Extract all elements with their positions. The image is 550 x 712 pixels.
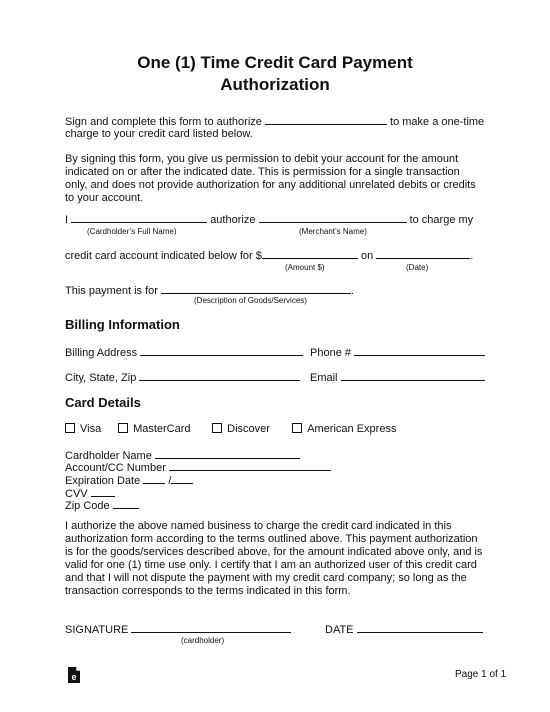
card-type-discover-label: Discover: [227, 423, 270, 435]
intro-text-pre: Sign and complete this form to authorize: [65, 116, 262, 128]
expiration-month-field[interactable]: [143, 474, 165, 484]
cardholder-name-label: Cardholder Name: [65, 450, 152, 462]
goods-services-field[interactable]: [161, 284, 351, 294]
intro-line-2: charge to your credit card listed below.: [65, 128, 253, 140]
signature-date-row: [325, 623, 483, 637]
email-field[interactable]: [341, 371, 485, 381]
email-row: [310, 371, 485, 385]
form-title-line1: One (1) Time Credit Card Payment: [137, 53, 413, 72]
amount-field[interactable]: [262, 249, 358, 259]
card-type-amex-label: American Express: [307, 423, 397, 435]
zip-code-row: [65, 499, 139, 513]
expiration-separator: /: [168, 475, 172, 487]
amount-line-end: .: [470, 250, 474, 262]
expiration-year-field[interactable]: [171, 474, 193, 484]
amount-line-text: credit card account indicated below for $: [65, 250, 262, 262]
authorize-i-text: I: [65, 214, 69, 226]
city-state-zip-row: [65, 371, 300, 385]
merchant-name-field[interactable]: [259, 213, 407, 223]
billing-address-label: Billing Address: [65, 347, 138, 359]
authorize-text: authorize: [210, 214, 256, 226]
card-type-row: [65, 423, 396, 436]
zip-code-label: Zip Code: [65, 500, 110, 512]
to-charge-text: to charge my: [409, 214, 474, 226]
card-type-visa-label: Visa: [80, 423, 102, 435]
card-details-heading: Card Details: [65, 395, 141, 410]
zip-code-field[interactable]: [113, 499, 139, 509]
email-label: Email: [310, 372, 338, 384]
goods-services-caption: (Description of Goods/Services): [194, 296, 307, 305]
checkbox-icon[interactable]: [65, 423, 75, 433]
payment-for-end: .: [350, 285, 355, 297]
account-number-field[interactable]: [169, 461, 331, 471]
card-type-mastercard[interactable]: [118, 423, 209, 436]
signature-field[interactable]: [131, 623, 291, 633]
svg-text:e: e: [71, 672, 77, 682]
checkbox-icon[interactable]: [292, 423, 302, 433]
certification-paragraph: I authorize the above named business to charge the credit card indicated in this authorization form according to the terms outlined above. This payment authorization is for the goods/services described above, for the amount indicated above only, and is valid for one (1) time use only. I certify that I am an authorized user of this credit card and that I will not dispute the payment with my credit card company; so long as the transaction corresponds to the terms indicated in this form.: [65, 520, 483, 597]
signature-row: [65, 623, 291, 637]
date-caption: (Date): [406, 263, 429, 272]
signature-date-field[interactable]: [357, 623, 483, 633]
cardholder-name-caption: (Cardholder’s Full Name): [87, 227, 177, 236]
checkbox-icon[interactable]: [212, 423, 222, 433]
account-number-label: Account/CC Number: [65, 462, 166, 474]
phone-label: Phone #: [310, 347, 351, 359]
billing-information-heading: Billing Information: [65, 317, 180, 332]
expiration-row: [65, 474, 193, 488]
phone-field[interactable]: [354, 346, 485, 356]
cardholder-name-field[interactable]: [155, 449, 300, 459]
city-state-zip-label: City, State, Zip: [65, 372, 137, 384]
cardholder-full-name-field[interactable]: [71, 213, 207, 223]
card-type-mastercard-label: MasterCard: [133, 423, 191, 435]
billing-address-field[interactable]: [140, 346, 303, 356]
expiration-label: Expiration Date: [65, 475, 141, 487]
signature-caption: (cardholder): [181, 636, 225, 645]
city-state-zip-field[interactable]: [139, 371, 300, 381]
checkbox-icon[interactable]: [118, 423, 128, 433]
page-number: Page 1 of 1: [455, 669, 507, 680]
billing-address-row: [65, 346, 303, 360]
account-number-row: [65, 461, 331, 475]
phone-row: [310, 346, 485, 360]
on-text: on: [360, 250, 374, 262]
payment-for-text: This payment is for: [65, 285, 158, 297]
consent-paragraph: By signing this form, you give us permission to debit your account for the amount indicated on or after the indicated date. This is permission for a single transaction only, and does not provide authorization for any additional unrelated debits or credits to your account.: [65, 153, 476, 204]
merchant-name-caption: (Merchant’s Name): [299, 227, 367, 236]
authorized-party-field[interactable]: [265, 115, 387, 125]
signature-date-label: DATE: [325, 624, 354, 636]
amount-caption: (Amount $): [285, 263, 325, 272]
intro-line: [65, 115, 484, 129]
date-field[interactable]: [376, 249, 470, 259]
cvv-label: CVV: [65, 488, 88, 500]
intro-text-post: to make a one-time: [390, 116, 485, 128]
form-title-line2: Authorization: [220, 75, 330, 94]
eforms-logo-icon: [67, 667, 81, 683]
signature-label: SIGNATURE: [65, 624, 129, 636]
authorize-line: [65, 213, 473, 227]
amount-line: [65, 249, 473, 263]
card-type-amex[interactable]: [292, 423, 396, 436]
cvv-field[interactable]: [91, 487, 115, 497]
card-type-visa[interactable]: [65, 423, 115, 436]
card-type-discover[interactable]: [212, 423, 289, 436]
